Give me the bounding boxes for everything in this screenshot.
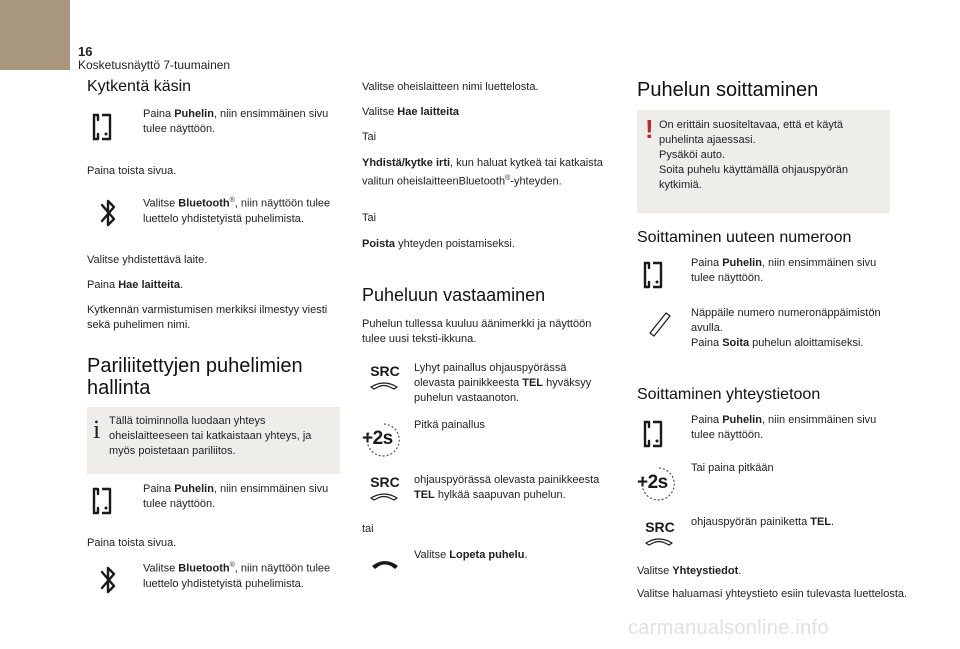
paragraph-second-page: Paina toista sivua.: [87, 165, 177, 177]
heading-make-call: Puhelun soittaminen: [637, 79, 819, 101]
src-button-icon: SRC: [642, 520, 678, 547]
heading-manual-connection: Kytkentä käsin: [87, 78, 192, 95]
step-press-tel: ohjauspyörän painiketta TEL.: [691, 516, 835, 528]
info-icon: i: [93, 415, 101, 444]
step-reject-call: ohjauspyörässä olevasta painikkeesta TEL hylkää saapuvan puhelun.: [414, 474, 600, 501]
step-press-phone-3: Paina Puhelin, niin ensimmäinen sivu tulee näyttöön.: [691, 257, 877, 284]
paragraph-select-contact: Valitse haluamasi yhteystieto esiin tulevasta luettelosta.: [637, 588, 908, 600]
paragraph-second-page-2: Paina toista sivua.: [87, 537, 177, 549]
page-number: 16: [78, 44, 93, 59]
heading-call-contact: Soittaminen yhteystietoon: [637, 386, 821, 403]
step-dial-number: Näppäile numero numeronäppäimistön avulla. Paina Soita puhelun aloittamiseksi.: [691, 307, 881, 349]
long-press-2s-icon: +2s: [362, 421, 404, 459]
paragraph-or-2: Tai: [362, 212, 377, 224]
paragraph-or-3: tai: [362, 523, 374, 535]
watermark: carmanualsonline.info: [628, 617, 829, 639]
phone-handset-icon: [641, 259, 673, 291]
heading-paired-phones: Pariliitettyjen puhelimien hallinta: [87, 355, 303, 399]
src-button-icon: SRC: [367, 475, 403, 502]
step-select-bluetooth: Valitse Bluetooth®, niin näyttöön tulee luettelo yhdistetyistä puhelimista.: [143, 197, 331, 225]
paragraph-connect-disconnect: Yhdistä/kytke irti, kun haluat kytkeä tai katkaista valitun oheislaitteenBluetooth®-yhteyden.: [362, 157, 603, 188]
paragraph-search-devices: Valitse Hae laitteita: [362, 106, 460, 118]
step-select-bluetooth-2: Valitse Bluetooth®, niin näyttöön tulee luettelo yhdistetyistä puhelimista.: [143, 562, 331, 590]
paragraph-select-device: Valitse yhdistettävä laite.: [87, 254, 208, 266]
info-note: [87, 407, 340, 474]
phone-handset-icon: [90, 485, 122, 517]
step-press-phone-4: Paina Puhelin, niin ensimmäinen sivu tulee näyttöön.: [691, 414, 877, 441]
warning-text: On erittäin suositeltavaa, että et käytä puhelinta ajaessasi. Pysäköi auto. Soita puhelu käyttämällä ohjauspyörän kytkimiä.: [659, 119, 848, 191]
step-end-call: Valitse Lopeta puhelu.: [414, 549, 528, 561]
paragraph-search-devices: Paina Hae laitteita.: [87, 279, 184, 291]
step-press-phone: Paina Puhelin, niin ensimmäinen sivu tulee näyttöön.: [143, 108, 329, 135]
warning-note: [637, 110, 890, 213]
section-tab: [0, 0, 70, 70]
step-long-press-2: Tai paina pitkään: [691, 462, 774, 474]
heading-answer-call: Puheluun vastaaminen: [362, 285, 546, 305]
section-title: Kosketusnäyttö 7-tuumainen: [78, 58, 231, 72]
warning-icon: !: [645, 114, 654, 144]
hang-up-icon: [370, 557, 400, 571]
phone-handset-icon: [641, 418, 673, 450]
paragraph-incoming-call: Puhelun tullessa kuuluu äänimerkki ja näyttöön tulee uusi teksti-ikkuna.: [362, 318, 592, 345]
handset-outline-icon: [646, 309, 672, 337]
bluetooth-icon: [98, 563, 118, 597]
phone-handset-icon: [90, 111, 122, 143]
paragraph-or: Tai: [362, 131, 377, 143]
step-press-phone-2: Paina Puhelin, niin ensimmäinen sivu tulee näyttöön.: [143, 483, 329, 510]
paragraph-delete: Poista yhteyden poistamiseksi.: [362, 238, 515, 250]
info-note-text: Tällä toiminnolla luodaan yhteys oheislaitteeseen tai katkaistaan yhteys, ja myös poistetaan pariliitos.: [109, 415, 312, 457]
step-short-press-tel: Lyhyt painallus ohjauspyörässä olevasta painikkeesta TEL hyväksyy puhelun vastaanoton.: [414, 362, 592, 404]
heading-call-new-number: Soittaminen uuteen numeroon: [637, 229, 852, 246]
bluetooth-icon: [98, 196, 118, 230]
paragraph-confirmation: Kytkennän varmistumisen merkiksi ilmestyy viesti sekä puhelimen nimi.: [87, 304, 328, 331]
src-button-icon: SRC: [367, 364, 403, 391]
paragraph-select-contacts: Valitse Yhteystiedot.: [637, 565, 742, 577]
step-long-press: Pitkä painallus: [414, 419, 485, 431]
paragraph-select-name: Valitse oheislaitteen nimi luettelosta.: [362, 81, 539, 93]
long-press-2s-icon: +2s: [637, 465, 679, 503]
